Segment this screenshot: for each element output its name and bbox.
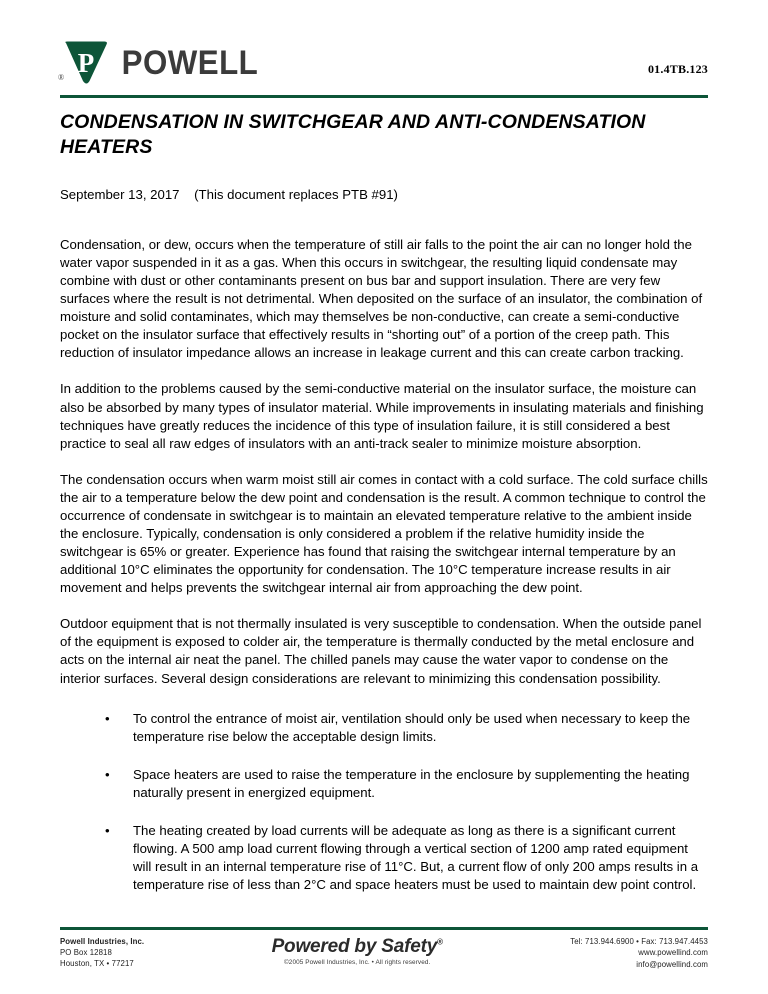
footer-divider xyxy=(60,927,708,930)
powell-logo xyxy=(60,40,270,86)
document-footer xyxy=(60,927,708,970)
header-divider xyxy=(60,95,708,98)
paragraph: Condensation, or dew, occurs when the temperature of still air falls to the point the air can no longer hold the water vapor suspended in it as a gas. When this occurs in switchgear, the resulting liquid condensate may combine with dust or other contaminants present on bus bar and support insulation. There are very few surfaces where the result is not detrimental. When deposited on the surface of an insulator, the combination of moisture and solid contaminates, which may themselves be non-conductive, can create a semi-conductive pocket on the insulator surface that effectively results in “shorting out” of a portion of the creep path. This reduction of insulator impedance allows an increase in leakage current and this can create carbon tracking. xyxy=(60,236,703,361)
document-header xyxy=(60,0,708,86)
paragraph: In addition to the problems caused by the semi-conductive material on the insulator surface, the moisture can also be absorbed by many types of insulator material. While improvements in insulating materials and finishing techniques have greatly reduces the incidence of this type of insulation failure, it is still considered a best practice to seal all raw edges of insulators with an anti-track sealer to minimize moisture absorption. xyxy=(60,381,704,451)
footer-website[interactable]: www.powellind.com xyxy=(638,948,708,958)
footer-phone-fax: Tel: 713.944.6900 • Fax: 713.947.4453 xyxy=(570,937,708,947)
list-item xyxy=(60,710,708,746)
bullet-icon: • xyxy=(105,710,110,726)
paragraph: Outdoor equipment that is not thermally insulated is very susceptible to condensation. When the outside panel of the equipment is exposed to colder air, the temperature is thermally conducted by the metal enclosure and acts on the internal air neat the panel. The chilled panels may cause the water vapor to condense on the interior surfaces. Several design considerations are relevant to minimizing this condensation possibility. xyxy=(60,616,702,686)
footer-tagline-block xyxy=(272,937,443,966)
footer-address-line-2: Houston, TX • 77217 xyxy=(60,959,134,969)
brand-wordmark: POWELL xyxy=(121,44,259,82)
footer-address-line-1: PO Box 12818 xyxy=(60,948,112,958)
footer-company-name: Powell Industries, Inc. xyxy=(60,937,145,947)
document-date-line: September 13, 2017 (This document replaces PTB #91) xyxy=(60,186,398,202)
bullet-list xyxy=(60,710,708,895)
list-item-text: Space heaters are used to raise the temperature in the enclosure by supplementing the heating naturally present in energized equipment. xyxy=(133,766,690,800)
list-item xyxy=(60,822,708,894)
tagline-registered-icon: ® xyxy=(437,937,443,947)
registered-trademark-icon: ® xyxy=(58,73,65,82)
footer-contact-block xyxy=(570,936,708,970)
bullet-icon: • xyxy=(105,766,110,782)
footer-email[interactable]: info@powellind.com xyxy=(636,959,708,969)
document-body xyxy=(60,236,708,894)
paragraph: The condensation occurs when warm moist still air comes in contact with a cold surface. The cold surface chills the air to a temperature below the dew point and condensation is the result. A common technique to control the occurrence of condensate in switchgear is to maintain an elevated temperature relative to the ambient inside the enclosure. Typically, condensation is only considered a problem if the relative humidity inside the switchgear is 65% or greater. Experience has found that raising the switchgear internal temperature by an additional 10°C eliminates the opportunity for condensation. The 10°C temperature increase results in air movement and helps prevents the switchgear internal air from approaching the dew point. xyxy=(60,471,708,596)
svg-text:P: P xyxy=(77,48,95,78)
powered-by-safety-tagline xyxy=(272,937,443,957)
list-item xyxy=(60,766,708,802)
list-item-text: The heating created by load currents will be adequate as long as there is a significant current flowing. A 500 amp load current flowing through a vertical section of 1200 amp rated equipment will result in an internal temperature rise of 11°C. But, a current flow of only 200 amps results in a temperature rise of less than 2°C and space heaters must be used to maintain dew point control. xyxy=(133,822,699,893)
footer-address-block xyxy=(60,936,144,969)
powell-triangle-icon xyxy=(60,40,112,86)
document-number: 01.4TB.123 xyxy=(647,62,708,76)
list-item-text: To control the entrance of moist air, ventilation should only be used when necessary to keep the temperature rise below the acceptable design limits. xyxy=(133,710,691,744)
footer-copyright: ©2005 Powell Industries, Inc. • All rights reserved. xyxy=(283,959,431,967)
bullet-icon: • xyxy=(105,822,110,838)
tagline-text: Powered by Safety xyxy=(271,936,438,958)
page-title: CONDENSATION IN SWITCHGEAR AND ANTI-CONDENSATION HEATERS xyxy=(60,111,646,158)
